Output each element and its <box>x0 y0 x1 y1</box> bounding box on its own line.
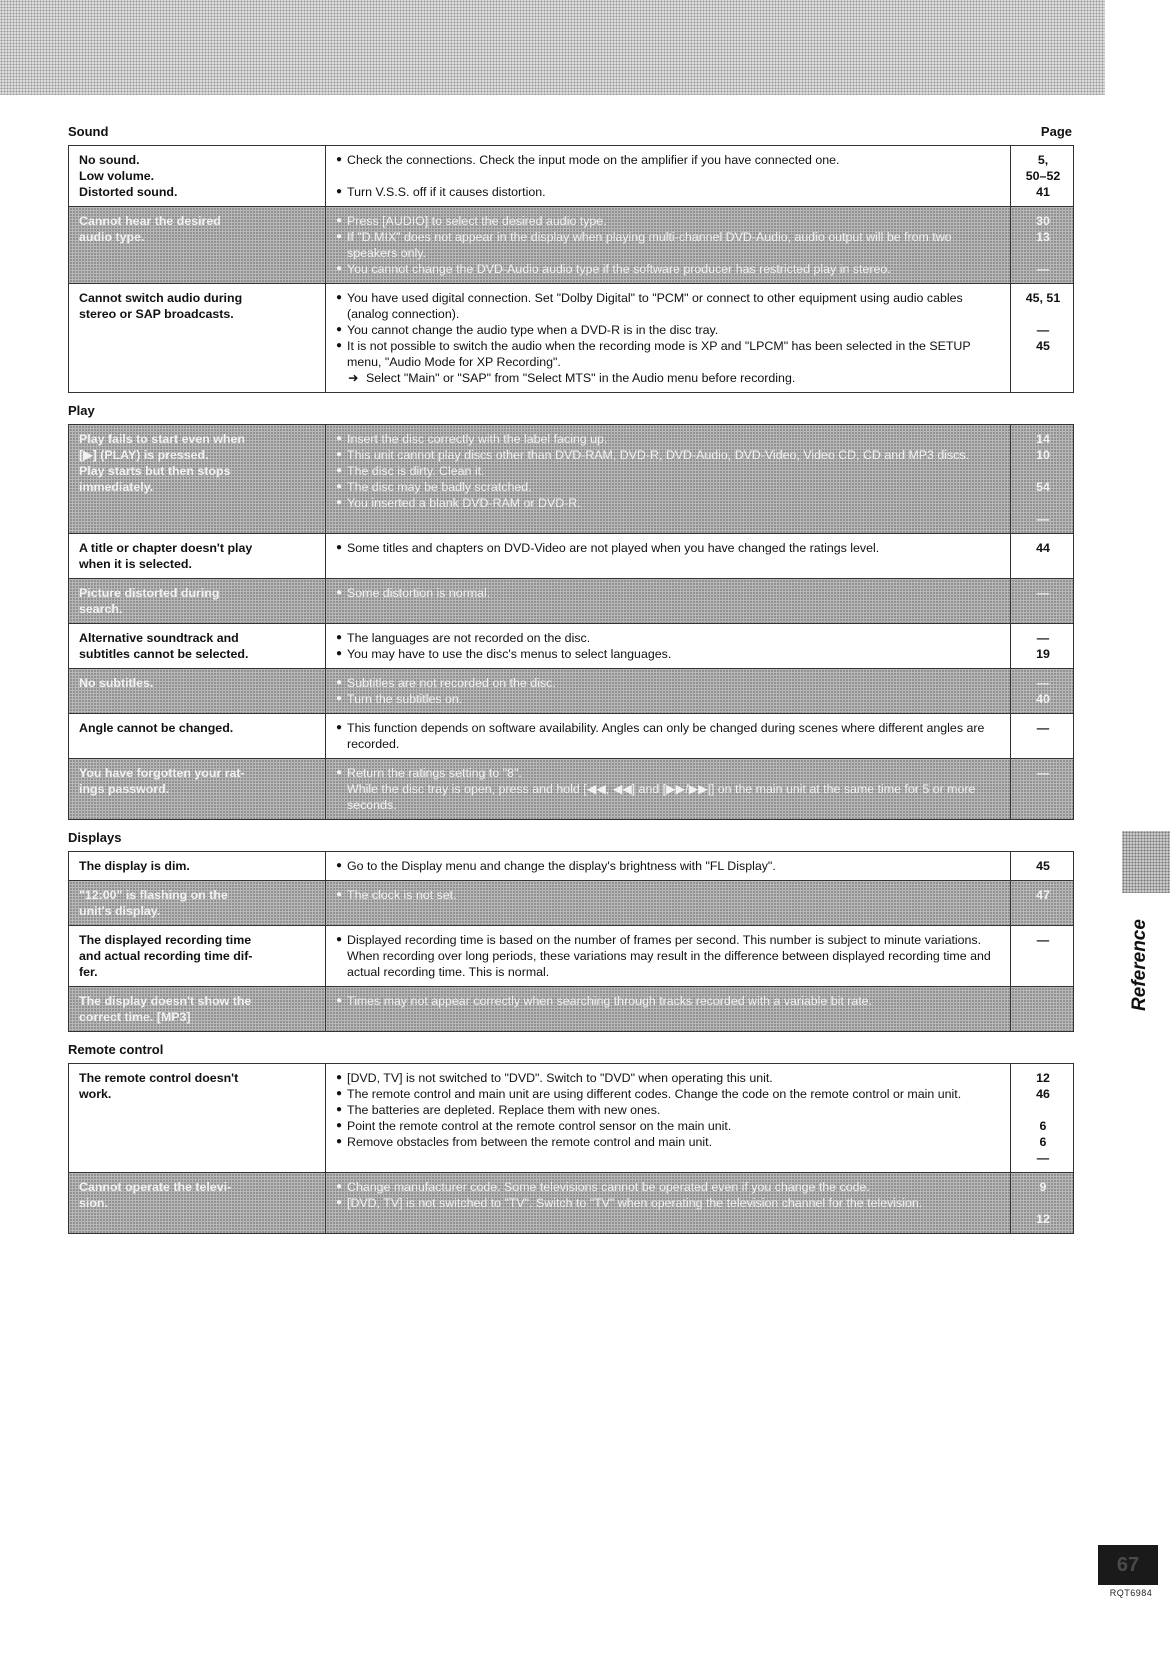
bullet-icon: ● <box>336 215 343 226</box>
page-ref <box>1021 1102 1065 1118</box>
symptom-line: No sound. <box>79 153 140 167</box>
remedy-text: Press [AUDIO] to select the desired audio type. <box>347 214 607 228</box>
troubleshooting-content <box>68 124 1074 1234</box>
page-ref <box>1021 495 1065 511</box>
remedy-item <box>336 1086 1002 1102</box>
symptom-cell <box>69 1064 326 1173</box>
table-row <box>69 284 1074 393</box>
symptom-line: when it is selected. <box>79 557 192 571</box>
page-ref-cell <box>1011 579 1074 624</box>
table-row <box>69 926 1074 987</box>
remedy-cell <box>326 759 1011 820</box>
table-row <box>69 624 1074 669</box>
page-ref: 45, 51 <box>1025 291 1061 305</box>
remedy-text: You have used digital connection. Set "Dolby Digital" to "PCM" or connect to other equipment using audio cables (analog connection). <box>347 291 963 321</box>
bullet-icon: ● <box>336 1136 343 1147</box>
section-tab-marker <box>1122 831 1170 893</box>
remedy-text: This unit cannot play discs other than DVD-RAM, DVD-R, DVD-Audio, DVD-Video, Video CD, CD and MP3 discs. <box>347 448 970 462</box>
symptom-cell <box>69 534 326 579</box>
remedy-text: The disc may be badly scratched. <box>347 480 532 494</box>
remedy-cell <box>326 669 1011 714</box>
bullet-icon: ● <box>336 449 343 460</box>
remedy-text: Turn V.S.S. off if it causes distortion. <box>347 185 546 199</box>
remedy-item <box>336 691 1002 707</box>
symptom-cell <box>69 987 326 1032</box>
page-ref: 45 <box>1036 339 1050 353</box>
remedy-item <box>336 646 1002 662</box>
page-ref: — <box>1036 676 1050 690</box>
table-row <box>69 669 1074 714</box>
page-ref: — <box>1036 933 1050 947</box>
page-ref: 6 <box>1039 1135 1047 1149</box>
table-row <box>69 714 1074 759</box>
symptom-line: unit's display. <box>79 904 161 918</box>
symptom-line: The displayed recording time <box>79 933 252 947</box>
symptom-line: "12:00" is flashing on the <box>79 888 228 902</box>
remedy-text: Remove obstacles from between the remote control and main unit. <box>347 1135 713 1149</box>
remedy-item <box>336 229 1002 261</box>
remedy-item <box>336 338 1002 370</box>
bullet-icon: ● <box>336 542 343 553</box>
section-spacer <box>68 820 1074 830</box>
remedy-item <box>336 1070 1002 1086</box>
symptom-line: Low volume. <box>79 169 155 183</box>
remedy-text: You cannot change the audio type when a DVD-R is in the disc tray. <box>347 323 719 337</box>
page-ref <box>1021 245 1065 261</box>
symptom-line: audio type. <box>79 230 145 244</box>
bullet-icon: ● <box>336 632 343 643</box>
remedy-text: Some distortion is normal. <box>347 586 491 600</box>
remedy-cell <box>326 987 1011 1032</box>
top-halftone-band <box>0 0 1105 95</box>
remedy-cell <box>326 926 1011 987</box>
table-row <box>69 579 1074 624</box>
page-ref: — <box>1036 512 1050 526</box>
page-ref: — <box>1036 631 1050 645</box>
page-ref: — <box>1036 323 1050 337</box>
bullet-icon: ● <box>336 693 343 704</box>
symptom-cell <box>69 926 326 987</box>
symptom-line: A title or chapter doesn't play <box>79 541 253 555</box>
table-row <box>69 1064 1074 1173</box>
remedy-text: Check the connections. Check the input mode on the amplifier if you have connected one. <box>347 153 840 167</box>
section-title: Play <box>68 403 95 418</box>
symptom-line: work. <box>79 1087 112 1101</box>
table-row <box>69 207 1074 284</box>
page-ref-cell <box>1011 926 1074 987</box>
symptom-cell <box>69 1173 326 1234</box>
symptom-line: sion. <box>79 1196 108 1210</box>
page-ref: 50–52 <box>1025 169 1061 183</box>
page-column-label: Page <box>1040 124 1072 139</box>
section-heading <box>68 830 1074 845</box>
page-ref-cell <box>1011 881 1074 926</box>
page-ref-cell <box>1011 284 1074 393</box>
bullet-icon: ● <box>336 648 343 659</box>
table-row <box>69 146 1074 207</box>
side-label-text: Reference <box>1129 919 1151 1011</box>
page-ref <box>1021 463 1065 479</box>
remedy-text: Point the remote control at the remote control sensor on the main unit. <box>347 1119 732 1133</box>
page-ref: 9 <box>1039 1180 1047 1194</box>
page-ref: 12 <box>1036 1212 1050 1226</box>
remedy-item <box>336 1118 1002 1134</box>
page-ref: 10 <box>1036 448 1050 462</box>
remedy-item <box>336 993 1002 1009</box>
remedy-text: Subtitles are not recorded on the disc. <box>347 676 556 690</box>
table-row <box>69 534 1074 579</box>
page-ref: — <box>1036 262 1050 276</box>
bullet-icon: ● <box>336 995 343 1006</box>
section-spacer <box>68 1032 1074 1042</box>
table-row <box>69 1173 1074 1234</box>
table-row <box>69 852 1074 881</box>
remedy-text: [DVD, TV] is not switched to "TV". Switch to "TV" when operating the television channel for the television. <box>347 1196 923 1210</box>
bullet-icon: ● <box>336 934 343 945</box>
remedy-item <box>336 1102 1002 1118</box>
remedy-cell <box>326 1173 1011 1234</box>
symptom-line: ings password. <box>79 782 170 796</box>
symptom-line: Cannot hear the desired <box>79 214 221 228</box>
page-ref: 14 <box>1036 432 1050 446</box>
bullet-icon: ● <box>336 186 343 197</box>
table-row <box>69 881 1074 926</box>
remedy-cell <box>326 146 1011 207</box>
page-ref <box>1021 306 1065 322</box>
remedy-text: The languages are not recorded on the disc. <box>347 631 591 645</box>
bullet-icon: ● <box>336 1072 343 1083</box>
remedy-item <box>336 540 1002 556</box>
table-row <box>69 759 1074 820</box>
remedy-text: Displayed recording time is based on the number of frames per second. This number is subject to minute variations. When recording over long periods, these variations may result in the difference between displayed recording time and actual recording time. This is normal. <box>347 933 991 979</box>
symptom-cell <box>69 579 326 624</box>
remedy-text: If "D.MIX" does not appear in the display when playing multi-channel DVD-Audio, audio output will be from two speakers only. <box>347 230 952 260</box>
remedy-item <box>336 463 1002 479</box>
page-ref: 45 <box>1036 859 1050 873</box>
bullet-icon: ● <box>336 1120 343 1131</box>
section-side-label <box>1120 905 1160 1025</box>
symptom-line: correct time. [MP3] <box>79 1010 191 1024</box>
remedy-item <box>336 630 1002 646</box>
page-ref: 46 <box>1036 1087 1050 1101</box>
page-number: 67 <box>1116 1553 1140 1576</box>
page-ref: — <box>1036 721 1050 735</box>
bullet-icon: ● <box>336 324 343 335</box>
remedy-cell <box>326 534 1011 579</box>
remedy-text: It is not possible to switch the audio when the recording mode is XP and "LPCM" has been selected in the SETUP menu, "Audio Mode for XP Recording". <box>347 339 971 369</box>
arrow-right-icon: ➜ <box>348 371 359 385</box>
bullet-indent <box>336 781 347 813</box>
bullet-icon: ● <box>336 1088 343 1099</box>
bullet-icon: ● <box>336 497 343 508</box>
remedy-text: Return the ratings setting to "8". <box>347 766 522 780</box>
troubleshooting-table <box>68 851 1074 1032</box>
page-ref: 54 <box>1036 480 1050 494</box>
page-ref: 12 <box>1036 1071 1050 1085</box>
remedy-cell <box>326 425 1011 534</box>
page-ref-cell <box>1011 1064 1074 1173</box>
remedy-item <box>336 447 1002 463</box>
page-ref: 19 <box>1036 647 1050 661</box>
page-ref: 44 <box>1036 541 1050 555</box>
page-ref: 6 <box>1039 1119 1047 1133</box>
remedy-item <box>336 322 1002 338</box>
page-ref-cell <box>1011 146 1074 207</box>
section-heading <box>68 403 1074 418</box>
symptom-line: immediately. <box>79 480 154 494</box>
bullet-icon: ● <box>336 767 343 778</box>
remedy-item <box>336 152 1002 168</box>
table-row <box>69 987 1074 1032</box>
symptom-line: The display is dim. <box>79 859 190 873</box>
symptom-line: You have forgotten your rat- <box>79 766 245 780</box>
bullet-icon: ● <box>336 433 343 444</box>
bullet-icon: ● <box>336 889 343 900</box>
page-ref-cell <box>1011 207 1074 284</box>
remedy-cell <box>326 852 1011 881</box>
symptom-cell <box>69 146 326 207</box>
remedy-item <box>336 261 1002 277</box>
bullet-icon: ● <box>336 1197 343 1208</box>
remedy-item <box>336 290 1002 322</box>
remedy-text: While the disc tray is open, press and hold [◀◀, ◀◀] and [▶▶/▶▶|] on the main unit at the same time for 5 or more seconds. <box>347 782 976 812</box>
remedy-text: You may have to use the disc's menus to select languages. <box>347 647 672 661</box>
symptom-cell <box>69 714 326 759</box>
page-ref-cell <box>1011 669 1074 714</box>
remedy-item <box>336 479 1002 495</box>
page-ref: 5, <box>1037 153 1049 167</box>
symptom-cell <box>69 425 326 534</box>
symptom-line: Cannot operate the televi- <box>79 1180 232 1194</box>
remedy-text: The disc is dirty. Clean it. <box>347 464 485 478</box>
bullet-icon: ● <box>336 1181 343 1192</box>
page-number-badge <box>1098 1545 1158 1585</box>
remedy-item <box>336 781 1002 813</box>
remedy-item <box>336 858 1002 874</box>
bullet-icon: ● <box>336 263 343 274</box>
remedy-text: This function depends on software availability. Angles can only be changed during scenes where different angles are recorded. <box>347 721 985 751</box>
page-ref: 30 <box>1036 214 1050 228</box>
remedy-text: [DVD, TV] is not switched to "DVD". Switch to "DVD" when operating this unit. <box>347 1071 773 1085</box>
remedy-text: You inserted a blank DVD-RAM or DVD-R. <box>347 496 581 510</box>
remedy-cell <box>326 624 1011 669</box>
bullet-icon: ● <box>336 481 343 492</box>
symptom-cell <box>69 284 326 393</box>
symptom-cell <box>69 759 326 820</box>
section-title: Sound <box>68 124 109 139</box>
page-ref-cell <box>1011 987 1074 1032</box>
remedy-text: You cannot change the DVD-Audio audio type if the software producer has restricted play in stereo. <box>347 262 891 276</box>
section-title: Remote control <box>68 1042 164 1057</box>
remedy-text: Some titles and chapters on DVD-Video are not played when you have changed the ratings level. <box>347 541 880 555</box>
symptom-cell <box>69 624 326 669</box>
remedy-item <box>336 1195 1002 1211</box>
bullet-icon: ● <box>336 1104 343 1115</box>
symptom-line: Picture distorted during <box>79 586 220 600</box>
page-ref-cell <box>1011 425 1074 534</box>
remedy-item <box>336 431 1002 447</box>
table-row <box>69 425 1074 534</box>
remedy-item <box>336 765 1002 781</box>
page-ref: — <box>1036 1151 1050 1165</box>
bullet-icon: ● <box>336 587 343 598</box>
section-title: Displays <box>68 830 122 845</box>
bullet-icon: ● <box>336 231 343 242</box>
page-ref: — <box>1036 586 1050 600</box>
bullet-icon: ● <box>336 677 343 688</box>
troubleshooting-table <box>68 145 1074 393</box>
symptom-line: fer. <box>79 965 98 979</box>
page-ref: 40 <box>1036 692 1050 706</box>
symptom-cell <box>69 669 326 714</box>
page-ref: — <box>1036 766 1050 780</box>
remedy-text: Change manufacturer code. Some televisions cannot be operated even if you change the code. <box>347 1180 870 1194</box>
page-ref-cell <box>1011 1173 1074 1234</box>
bullet-icon: ● <box>336 860 343 871</box>
remedy-cell <box>326 207 1011 284</box>
remedy-item <box>336 1134 1002 1150</box>
remedy-cell <box>326 881 1011 926</box>
remedy-cell <box>326 714 1011 759</box>
bullet-icon: ● <box>336 154 343 165</box>
remedy-item <box>336 720 1002 752</box>
symptom-line: Cannot switch audio during <box>79 291 243 305</box>
remedy-text: Times may not appear correctly when searching through tracks recorded with a variable bit rate. <box>347 994 873 1008</box>
page-ref <box>1021 993 1065 1009</box>
remedy-item <box>336 585 1002 601</box>
symptom-line: Play starts but then stops <box>79 464 231 478</box>
remedy-item <box>336 932 1002 980</box>
page-ref: 41 <box>1036 185 1050 199</box>
remedy-item <box>336 1179 1002 1195</box>
page-ref-cell <box>1011 714 1074 759</box>
symptom-line: and actual recording time dif- <box>79 949 253 963</box>
remedy-text: Go to the Display menu and change the display's brightness with "FL Display". <box>347 859 776 873</box>
remedy-text: Select "Main" or "SAP" from "Select MTS" in the Audio menu before recording. <box>366 371 796 385</box>
section-heading <box>68 124 1074 139</box>
remedy-cell <box>326 284 1011 393</box>
symptom-cell <box>69 852 326 881</box>
symptom-cell <box>69 881 326 926</box>
remedy-cell <box>326 1064 1011 1173</box>
page-ref-cell <box>1011 852 1074 881</box>
remedy-text: The remote control and main unit are using different codes. Change the code on the remote control or main unit. <box>347 1087 962 1101</box>
bullet-icon: ● <box>336 292 343 303</box>
remedy-item <box>336 887 1002 903</box>
symptom-line: Angle cannot be changed. <box>79 721 234 735</box>
page-ref: 13 <box>1036 230 1050 244</box>
symptom-line: The remote control doesn't <box>79 1071 239 1085</box>
page-ref-cell <box>1011 624 1074 669</box>
remedy-text: The batteries are depleted. Replace them with new ones. <box>347 1103 661 1117</box>
remedy-followup <box>336 370 1002 386</box>
symptom-line: Play fails to start even when <box>79 432 245 446</box>
symptom-line: stereo or SAP broadcasts. <box>79 307 234 321</box>
page-ref <box>1021 1195 1065 1211</box>
document-code: RQT6984 <box>1109 1588 1153 1598</box>
symptom-line: search. <box>79 602 123 616</box>
symptom-line: Alternative soundtrack and <box>79 631 239 645</box>
remedy-spacer <box>336 168 1002 184</box>
remedy-text: Insert the disc correctly with the label facing up. <box>347 432 608 446</box>
bullet-icon: ● <box>336 340 343 351</box>
symptom-line: [▶] (PLAY) is pressed. <box>79 448 209 462</box>
symptom-line: No subtitles. <box>79 676 154 690</box>
remedy-item <box>336 675 1002 691</box>
symptom-line: Distorted sound. <box>79 185 178 199</box>
troubleshooting-table <box>68 424 1074 820</box>
symptom-line: The display doesn't show the <box>79 994 252 1008</box>
section-heading <box>68 1042 1074 1057</box>
remedy-item <box>336 213 1002 229</box>
page-ref-cell <box>1011 759 1074 820</box>
remedy-text: Turn the subtitles on. <box>347 692 463 706</box>
bullet-icon: ● <box>336 465 343 476</box>
symptom-cell <box>69 207 326 284</box>
symptom-line: subtitles cannot be selected. <box>79 647 249 661</box>
page-ref-cell <box>1011 534 1074 579</box>
troubleshooting-table <box>68 1063 1074 1234</box>
remedy-cell <box>326 579 1011 624</box>
bullet-icon: ● <box>336 722 343 733</box>
remedy-item <box>336 184 1002 200</box>
remedy-item <box>336 495 1002 511</box>
page-ref: 47 <box>1036 888 1050 902</box>
section-spacer <box>68 393 1074 403</box>
remedy-text: The clock is not set. <box>347 888 457 902</box>
